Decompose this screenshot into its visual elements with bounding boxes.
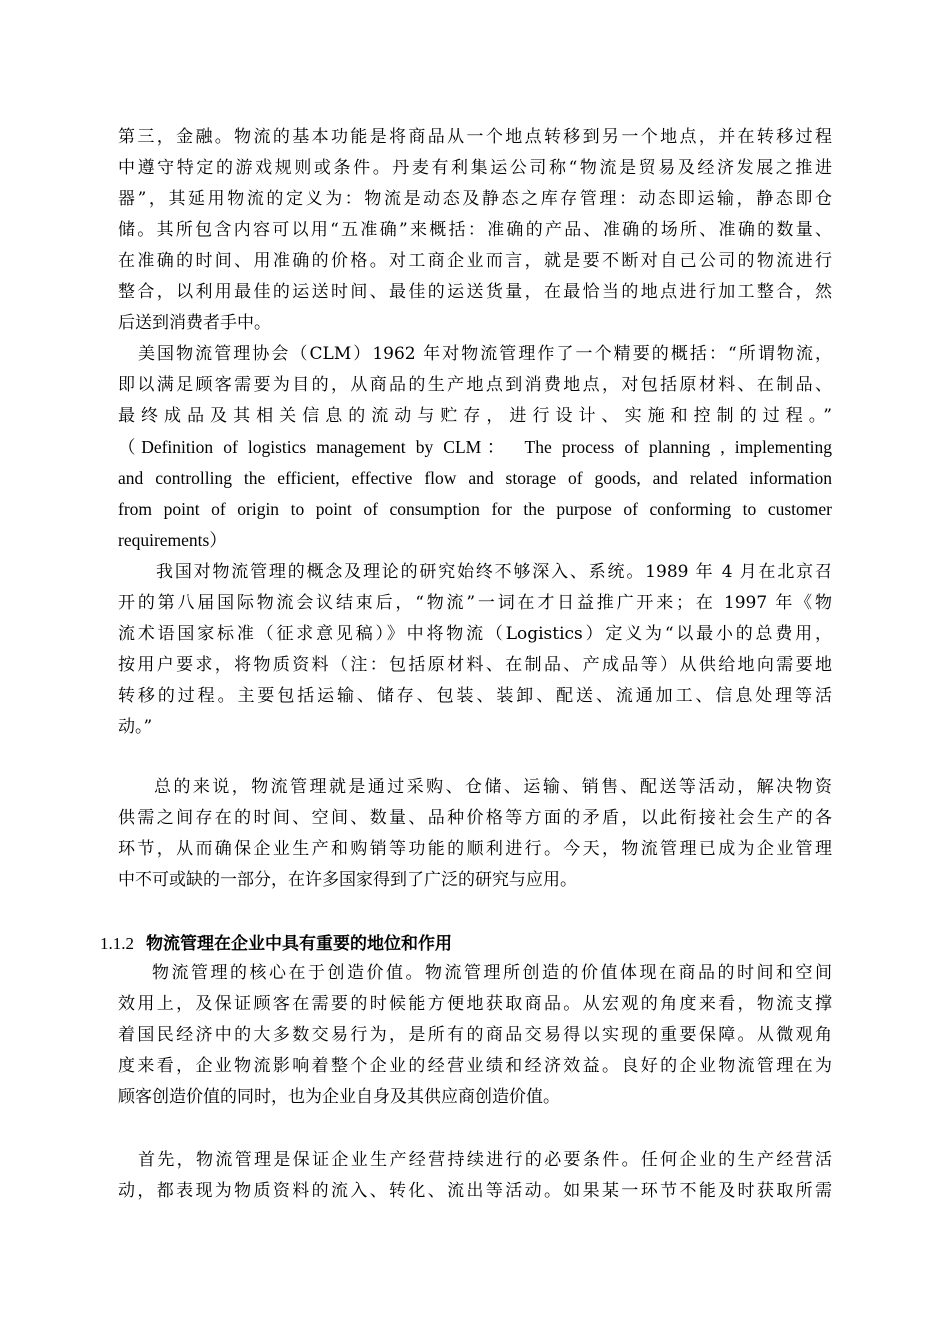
paragraph-first (118, 1145, 832, 1207)
text-line: 即以满足顾客需要为目的，从商品的生产地点到消费地点，对包括原材料、在制品、 (118, 375, 832, 395)
text-line: 第三，金融。物流的基本功能是将商品从一个地点转移到另一个地点，并在转移过程 (118, 127, 832, 147)
text-line: 储。其所包含内容可以用“五准确”来概括：准确的产品、准确的场所、准确的数量、 (118, 220, 832, 240)
section-title: 物流管理在企业中具有重要的地位和作用 (146, 934, 452, 954)
paragraph-clm-definition (118, 339, 832, 556)
text-line: 动。” (118, 717, 153, 737)
text-line: 中不可或缺的一部分，在许多国家得到了广泛的研究与应用。 (118, 870, 577, 890)
text-line: 后送到消费者手中。 (118, 313, 271, 333)
paragraph-core-value (118, 958, 832, 1113)
text-line: 供需之间存在的时间、空间、数量、品种价格等方面的矛盾，以此衔接社会生产的各 (118, 808, 832, 828)
text-line: from point of origin to point of consumption for the purpose of conforming to customer (118, 499, 832, 519)
text-line: 中遵守特定的游戏规则或条件。丹麦有利集运公司称“物流是贸易及经济发展之推进 (118, 158, 832, 178)
text-line: 我国对物流管理的概念及理论的研究始终不够深入、系统。1989 年 4 月在北京召 (156, 562, 832, 582)
text-line: 物流管理的核心在于创造价值。物流管理所创造的价值体现在商品的时间和空间 (152, 963, 832, 983)
text-line: 整合，以利用最佳的运送时间、最佳的运送货量，在最恰当的地点进行加工整合，然 (118, 282, 832, 302)
section-number: 1.1.2 (100, 934, 134, 953)
text-line: 效用上，及保证顾客在需要的时候能方便地获取商品。从宏观的角度来看，物流支撑 (118, 994, 832, 1014)
text-line: 顾客创造价值的同时，也为企业自身及其供应商创造价值。 (118, 1087, 560, 1107)
paragraph-summary (118, 772, 832, 896)
text-line: and controlling the efficient, effective flow and storage of goods, and related information (118, 468, 832, 488)
text-line: 流术语国家标准（征求意见稿）》中将物流（Logistics）定义为“以最小的总费用， (118, 624, 832, 644)
paragraph-finance (118, 122, 832, 339)
text-line: 转移的过程。主要包括运输、储存、包装、装卸、配送、流通加工、信息处理等活 (118, 686, 832, 706)
text-line: 在准确的时间、用准确的价格。对工商企业而言，就是要不断对自己公司的物流进行 (118, 251, 832, 271)
text-line: 总的来说，物流管理就是通过采购、仓储、运输、销售、配送等活动，解决物资 (154, 777, 832, 797)
text-line: 环节，从而确保企业生产和购销等功能的顺利进行。今天，物流管理已成为企业管理 (118, 839, 832, 859)
text-line: 动，都表现为物质资料的流入、转化、流出等活动。如果某一环节不能及时获取所需 (118, 1181, 832, 1201)
text-line: 器”，其延用物流的定义为：物流是动态及静态之库存管理：动态即运输，静态即仓 (118, 189, 832, 209)
text-line: 着国民经济中的大多数交易行为，是所有的商品交易得以实现的重要保障。从微观角 (118, 1025, 832, 1045)
text-line: 度来看，企业物流影响着整个企业的经营业绩和经济效益。良好的企业物流管理在为 (118, 1056, 832, 1076)
text-line: 美国物流管理协会（CLM）1962 年对物流管理作了一个精要的概括：“所谓物流， (138, 344, 832, 364)
text-line: 首先，物流管理是保证企业生产经营持续进行的必要条件。任何企业的生产经营活 (138, 1150, 832, 1170)
text-line: （Definition of logistics management by CLM： The process of planning , implementing (118, 437, 832, 457)
text-line: 最终成品及其相关信息的流动与贮存，进行设计、实施和控制的过程。” (118, 406, 832, 426)
text-line: requirements） (118, 530, 227, 550)
paragraph-china-definition (118, 557, 832, 743)
text-line: 开的第八届国际物流会议结束后，“物流”一词在才日益推广开来；在 1997 年《物 (118, 593, 832, 613)
section-heading (100, 928, 452, 960)
text-line: 按用户要求，将物质资料（注：包括原材料、在制品、产成品等）从供给地向需要地 (118, 655, 832, 675)
